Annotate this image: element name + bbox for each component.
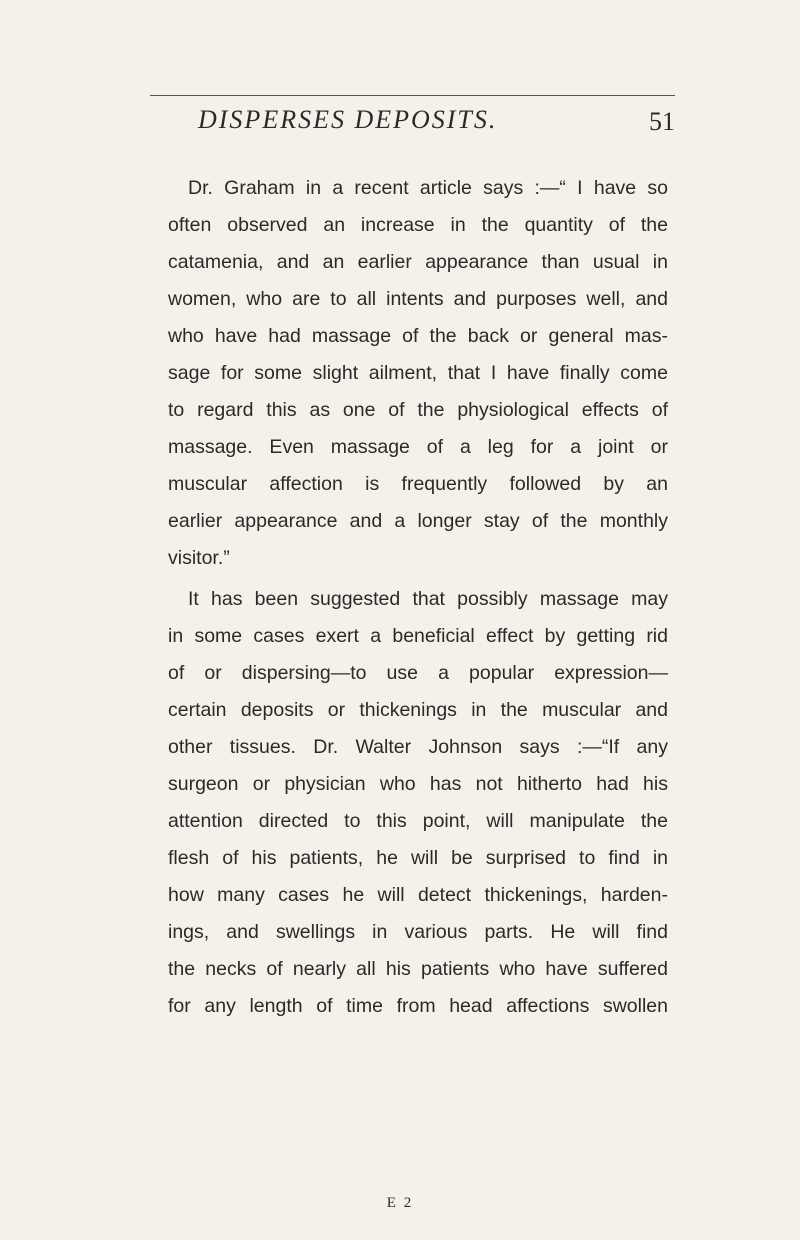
text-line: how many cases he will detect thickenings, harden-: [168, 884, 668, 906]
page-number: 51: [649, 107, 675, 136]
text-line: muscular affection is frequently followed by an: [168, 473, 668, 495]
text-line: in some cases exert a beneficial effect by getting rid: [168, 625, 668, 647]
text-line: for any length of time from head affections swollen: [168, 995, 668, 1017]
text-line: often observed an increase in the quantity of the: [168, 214, 668, 236]
text-line: sage for some slight ailment, that I have finally come: [168, 362, 668, 384]
text-line: to regard this as one of the physiological effects of: [168, 399, 668, 421]
text-line: flesh of his patients, he will be surprised to find in: [168, 847, 668, 869]
text-line: Dr. Graham in a recent article says :—“ I have so: [188, 177, 668, 199]
text-line: catamenia, and an earlier appearance than usual in: [168, 251, 668, 273]
page-header: [150, 105, 675, 145]
text-line: It has been suggested that possibly massage may: [188, 588, 668, 610]
text-line: who have had massage of the back or general mas-: [168, 325, 668, 347]
header-rule: [150, 95, 675, 96]
text-line: women, who are to all intents and purposes well, and: [168, 288, 668, 310]
text-line: ings, and swellings in various parts. He will find: [168, 921, 668, 943]
text-line: other tissues. Dr. Walter Johnson says :—“If any: [168, 736, 668, 758]
text-line: surgeon or physician who has not hitherto had his: [168, 773, 668, 795]
paragraph-1: [168, 170, 668, 577]
text-line: certain deposits or thickenings in the muscular and: [168, 699, 668, 721]
text-line: attention directed to this point, will manipulate the: [168, 810, 668, 832]
text-line: massage. Even massage of a leg for a joint or: [168, 436, 668, 458]
text-line: visitor.”: [168, 547, 230, 569]
text-line: of or dispersing—to use a popular expression—: [168, 662, 668, 684]
signature-mark: E 2: [386, 1195, 414, 1211]
running-title: DISPERSES DEPOSITS.: [198, 105, 498, 134]
body-text: [168, 170, 668, 1025]
paragraph-2: [168, 581, 668, 1025]
text-line: the necks of nearly all his patients who have suffered: [168, 958, 668, 980]
text-line: earlier appearance and a longer stay of the monthly: [168, 510, 668, 532]
